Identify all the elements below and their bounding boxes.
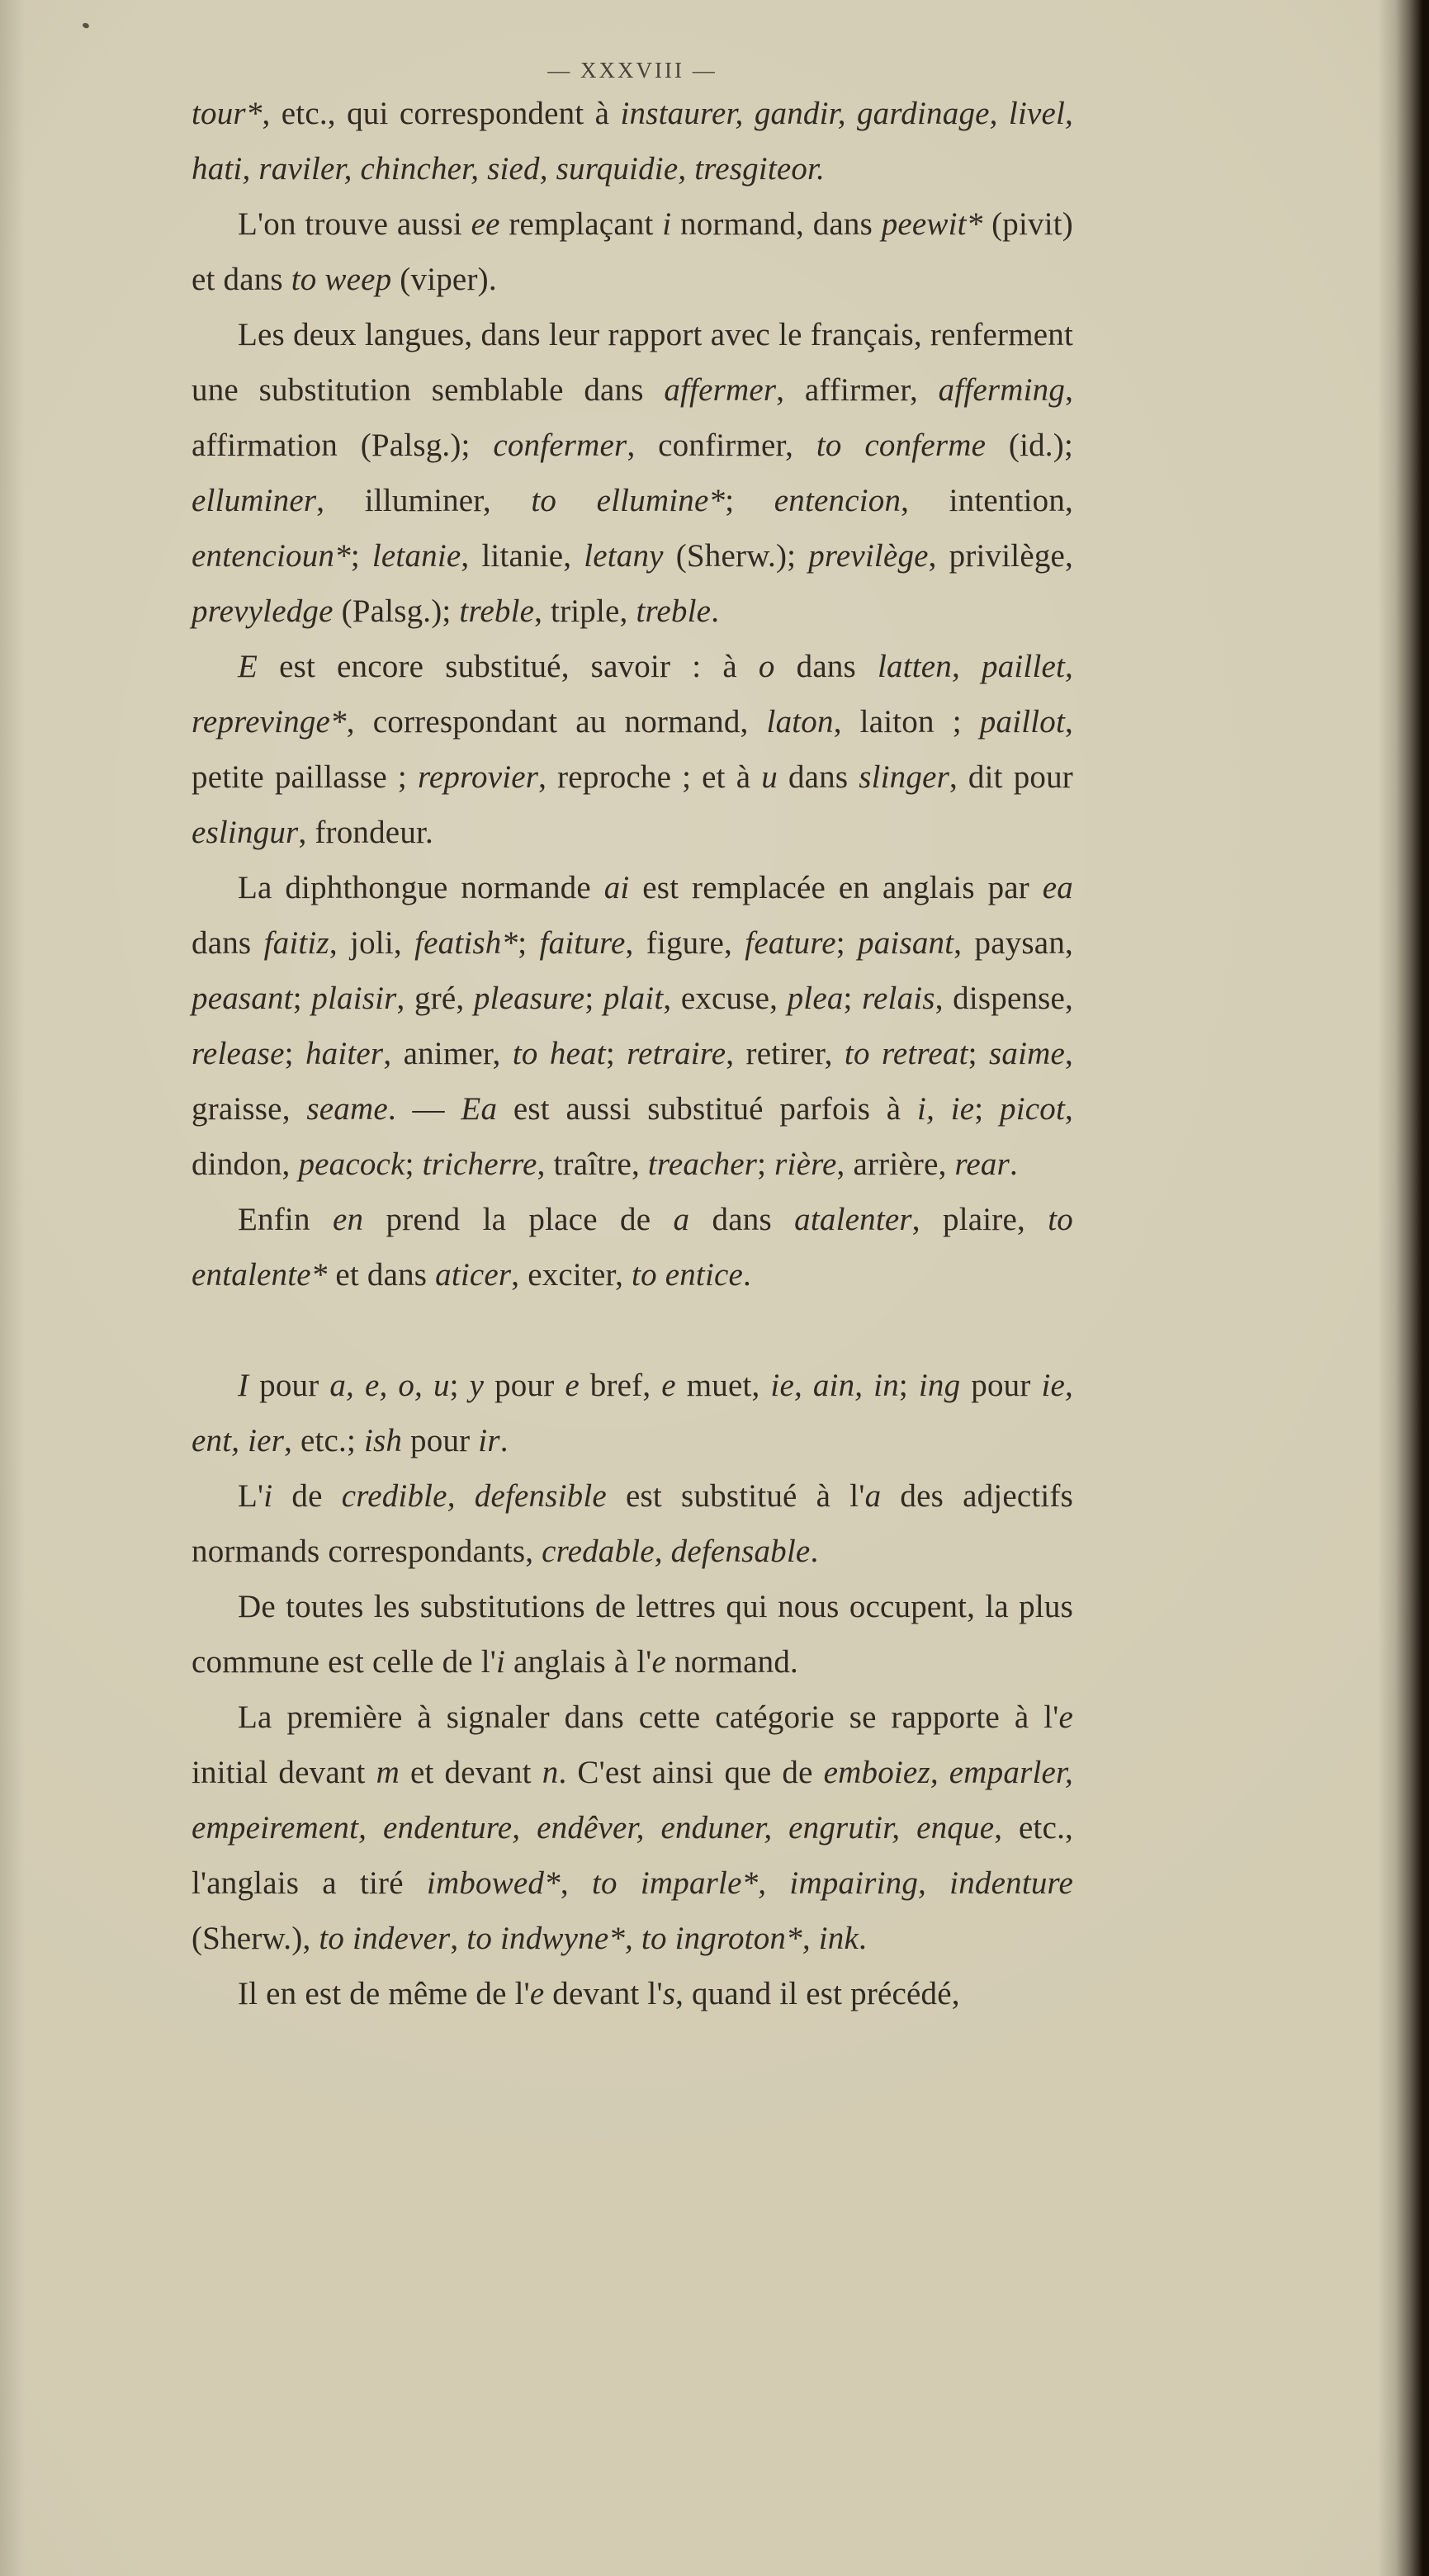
italic-term: to entice	[632, 1257, 744, 1293]
italic-term: i, ie	[917, 1091, 975, 1127]
body-text: Il en est de même de l'	[238, 1976, 530, 2011]
body-text: , dindon,	[192, 1091, 1073, 1182]
italic-term: ing	[918, 1368, 961, 1403]
body-text: pour	[402, 1423, 479, 1458]
italic-term: confermer	[493, 428, 627, 463]
body-text: De toutes les substitutions de lettres qui nous occupent, la plus commune est celle de l'	[192, 1589, 1073, 1680]
body-text: Enfin	[238, 1202, 333, 1237]
italic-term: entencioun*	[192, 538, 351, 574]
italic-term: e	[529, 1976, 545, 2011]
paragraph-3	[192, 307, 1073, 639]
italic-term: E	[238, 649, 258, 684]
body-text: ;	[835, 925, 859, 961]
body-text: . C'est ainsi que de	[558, 1755, 824, 1790]
body-text: , reproche ; et à	[538, 759, 762, 795]
paragraph-9	[192, 1579, 1073, 1690]
body-text: ;	[350, 538, 372, 574]
italic-term: peewit*	[881, 206, 983, 242]
body-text: , confirmer,	[627, 428, 816, 463]
italic-term: relais	[862, 981, 935, 1016]
left-page-shadow	[0, 0, 25, 2576]
body-text: normand.	[666, 1644, 798, 1680]
body-text: (Palsg.);	[333, 593, 460, 629]
italic-term: treble	[459, 593, 535, 629]
body-text: ;	[725, 483, 774, 518]
body-text: initial devant	[192, 1755, 376, 1790]
italic-term: n	[542, 1755, 559, 1790]
body-text: .	[1010, 1146, 1018, 1182]
body-text: , intention,	[901, 483, 1073, 518]
italic-term: to conferme	[816, 428, 987, 463]
italic-term: e	[651, 1644, 667, 1680]
body-text: prend la place de	[363, 1202, 674, 1237]
italic-term: I	[238, 1368, 249, 1403]
body-text: L'on trouve aussi	[238, 206, 471, 242]
body-text: ;	[584, 981, 603, 1016]
body-text: , frondeur.	[298, 815, 434, 850]
italic-term: imbowed*	[426, 1865, 561, 1901]
body-text: des adjectifs normands correspondants,	[192, 1478, 1074, 1569]
italic-term: rière	[774, 1146, 837, 1182]
italic-term: instaurer, gandir, gardinage, livel, hati, raviler, chincher, sied, surquidie, tresgiteor.	[192, 96, 1073, 187]
body-text: , etc.;	[284, 1423, 364, 1458]
italic-term: reprovier	[417, 759, 539, 795]
italic-term: plaisir	[311, 981, 397, 1016]
body-text: ;	[449, 1368, 470, 1403]
italic-term: plea	[787, 981, 844, 1016]
body-text: est aussi substitué parfois à	[497, 1091, 918, 1127]
body-text: anglais à l'	[505, 1644, 652, 1680]
body-text: normand, dans	[671, 206, 882, 242]
body-text: , quand il est précédé,	[675, 1976, 960, 2011]
italic-term: retraire	[627, 1036, 726, 1071]
body-text: , etc., qui correspondent à	[262, 96, 621, 131]
body-text: est encore substitué, savoir : à	[258, 649, 759, 684]
body-text: , dispense,	[935, 981, 1073, 1016]
body-text: , retirer,	[726, 1036, 845, 1071]
body-text: , dit pour	[949, 759, 1073, 795]
body-text: , joli,	[329, 925, 415, 961]
body-text: .	[711, 593, 720, 629]
body-text: .	[743, 1257, 751, 1293]
italic-term: rear	[954, 1146, 1010, 1182]
body-text: et dans	[327, 1257, 436, 1293]
italic-term: credable, defensable	[542, 1534, 811, 1569]
italic-term: faiture	[539, 925, 626, 961]
italic-term: prevyledge	[192, 593, 334, 629]
body-text: Les deux langues, dans leur rapport avec le français, renferment une substitution semblable dans	[192, 317, 1073, 408]
body-text: (viper).	[391, 262, 497, 297]
italic-term: plait	[603, 981, 664, 1016]
body-text: (id.);	[986, 428, 1073, 463]
italic-term: peasant	[192, 981, 293, 1016]
paragraph-6	[192, 1192, 1073, 1302]
italic-term: to weep	[291, 262, 392, 297]
page-number-header: — XXXVIII —	[547, 58, 717, 83]
italic-term: e	[1058, 1699, 1073, 1735]
italic-term: m	[376, 1755, 400, 1790]
body-text: (Sherw.),	[192, 1921, 319, 1956]
italic-term: to indwyne*, to ingroton*, ink	[466, 1921, 859, 1956]
body-text: , etc., l'anglais a tiré	[192, 1810, 1074, 1901]
italic-term: ie, ent, ier	[192, 1368, 1073, 1458]
body-text: , gré,	[396, 981, 474, 1016]
body-text: dans	[192, 925, 264, 961]
italic-term: y	[469, 1368, 485, 1403]
italic-term: ir	[478, 1423, 500, 1458]
italic-term: treacher	[647, 1146, 758, 1182]
italic-term: ee	[471, 206, 500, 242]
paragraph-5	[192, 860, 1073, 1192]
italic-term: saime	[989, 1036, 1066, 1071]
italic-term: e	[661, 1368, 676, 1403]
italic-term: latten, paillet, reprevinge*	[192, 649, 1074, 740]
body-text: La première à signaler dans cette catégorie se rapporte à l'	[238, 1699, 1059, 1735]
body-text: muet,	[675, 1368, 771, 1403]
body-text: ;	[518, 925, 540, 961]
italic-term: affermer	[664, 372, 777, 408]
body-text: bref,	[579, 1368, 662, 1403]
body-text: , petite paillasse ;	[192, 704, 1073, 795]
body-text: .	[858, 1921, 867, 1956]
body-text: ;	[292, 981, 312, 1016]
italic-term: laton	[766, 704, 834, 740]
italic-term: to ellumine*	[531, 483, 726, 518]
body-text: ;	[843, 981, 863, 1016]
italic-term: featish*	[414, 925, 518, 961]
italic-term: eslingur	[192, 815, 299, 850]
italic-term: release	[192, 1036, 285, 1071]
italic-term: afferming	[938, 372, 1066, 408]
body-text: , figure,	[625, 925, 745, 961]
paragraph-7	[192, 1358, 1073, 1468]
body-text: ;	[605, 1036, 627, 1071]
body-text: .	[499, 1423, 509, 1458]
body-text: , litanie,	[461, 538, 584, 574]
italic-term: letany	[584, 538, 664, 574]
italic-term: credible, defensible	[341, 1478, 607, 1514]
italic-term: en	[332, 1202, 364, 1237]
body-text: , triple,	[534, 593, 636, 629]
body-text: est remplacée en anglais par	[629, 870, 1043, 905]
paragraph-4	[192, 639, 1073, 860]
italic-term: to imparle*, impairing, indenture	[591, 1865, 1073, 1901]
italic-term: atalenter	[794, 1202, 912, 1237]
body-text: , affirmer,	[776, 372, 939, 408]
italic-term: u	[761, 759, 778, 795]
body-text: ;	[757, 1146, 775, 1182]
body-text: , animer,	[383, 1036, 513, 1071]
italic-term: e	[565, 1368, 580, 1403]
body-text: ;	[284, 1036, 305, 1071]
body-text: , excuse,	[663, 981, 788, 1016]
italic-term: peacock	[298, 1146, 405, 1182]
body-text: est substitué à l'	[606, 1478, 865, 1514]
italic-term: ea	[1042, 870, 1074, 905]
italic-term: a, e, o, u	[329, 1368, 450, 1403]
italic-term: ai	[603, 870, 630, 905]
ink-speck	[82, 22, 90, 29]
italic-term: seame	[306, 1091, 388, 1127]
body-text: La diphthongue normande	[238, 870, 604, 905]
italic-term: slinger	[859, 759, 949, 795]
italic-term: tour*	[192, 96, 263, 131]
body-text: ;	[968, 1036, 990, 1071]
body-text: devant l'	[544, 1976, 663, 2011]
italic-term: Ea	[461, 1091, 498, 1127]
body-text: , exciter,	[511, 1257, 632, 1293]
paragraph-2	[192, 196, 1073, 307]
body-text: , affirmation (Palsg.);	[192, 372, 1074, 463]
italic-term: ish	[363, 1423, 403, 1458]
body-text: , illuminer,	[316, 483, 532, 518]
italic-term: a	[673, 1202, 690, 1237]
body-text: dans	[777, 759, 859, 795]
paragraph-1	[192, 86, 1073, 196]
italic-term: paillot	[979, 704, 1066, 740]
italic-term: to indever	[319, 1921, 451, 1956]
italic-term: paisant	[858, 925, 954, 961]
italic-term: to entalente*	[192, 1202, 1073, 1293]
body-text: (Sherw.);	[663, 538, 809, 574]
italic-term: aticer	[435, 1257, 512, 1293]
paragraph-11	[192, 1966, 1073, 2021]
italic-term: faitiz	[263, 925, 329, 961]
italic-term: haiter	[305, 1036, 384, 1071]
paragraph-8	[192, 1468, 1073, 1579]
body-text: , privilège,	[928, 538, 1073, 574]
body-text: remplaçant	[499, 206, 663, 242]
italic-term: a	[864, 1478, 882, 1514]
body-text: ,	[560, 1865, 592, 1901]
body-text: de	[272, 1478, 342, 1514]
body-text: , graisse,	[192, 1036, 1073, 1127]
body-text: pour	[248, 1368, 330, 1403]
body-text: ,	[450, 1921, 467, 1956]
text-block	[192, 86, 1073, 2021]
body-text: dans	[774, 649, 878, 684]
body-text: pour	[960, 1368, 1042, 1403]
body-text: (pivit) et dans	[192, 206, 1073, 297]
body-text: pour	[484, 1368, 565, 1403]
body-text: dans	[689, 1202, 795, 1237]
body-text: ;	[974, 1091, 1001, 1127]
italic-term: picot	[1000, 1091, 1066, 1127]
italic-term: to heat	[512, 1036, 606, 1071]
italic-term: feature	[745, 925, 836, 961]
body-text: , paysan,	[953, 925, 1073, 961]
body-text: ;	[898, 1368, 919, 1403]
paragraph-10	[192, 1690, 1073, 1966]
body-text: , correspondant au normand,	[346, 704, 767, 740]
italic-term: i	[662, 206, 672, 242]
italic-term: letanie	[371, 538, 461, 574]
body-text: L'	[238, 1478, 264, 1514]
book-edge-shadow	[1378, 0, 1429, 2576]
italic-term: s	[662, 1976, 676, 2011]
italic-term: pleasure	[473, 981, 585, 1016]
body-text: , laiton ;	[833, 704, 980, 740]
italic-term: tricherre	[422, 1146, 537, 1182]
italic-term: ie, ain, in	[770, 1368, 899, 1403]
italic-term: entencion	[774, 483, 901, 518]
body-text: . —	[387, 1091, 461, 1127]
body-text: , plaire,	[911, 1202, 1048, 1237]
italic-term: to retreat	[844, 1036, 968, 1071]
body-text: .	[810, 1534, 819, 1569]
body-text: , traître,	[537, 1146, 648, 1182]
italic-term: o	[758, 649, 775, 684]
italic-term: i	[496, 1644, 506, 1680]
italic-term: previlège	[808, 538, 929, 574]
body-text: et devant	[399, 1755, 542, 1790]
body-text: ;	[405, 1146, 423, 1182]
italic-term: treble	[636, 593, 712, 629]
italic-term: i	[263, 1478, 273, 1514]
italic-term: emboiez, emparler, empeirement, endenture, endêver, enduner, engrutir, enque	[192, 1755, 1073, 1846]
italic-term: elluminer	[192, 483, 317, 518]
body-text: , arrière,	[836, 1146, 955, 1182]
